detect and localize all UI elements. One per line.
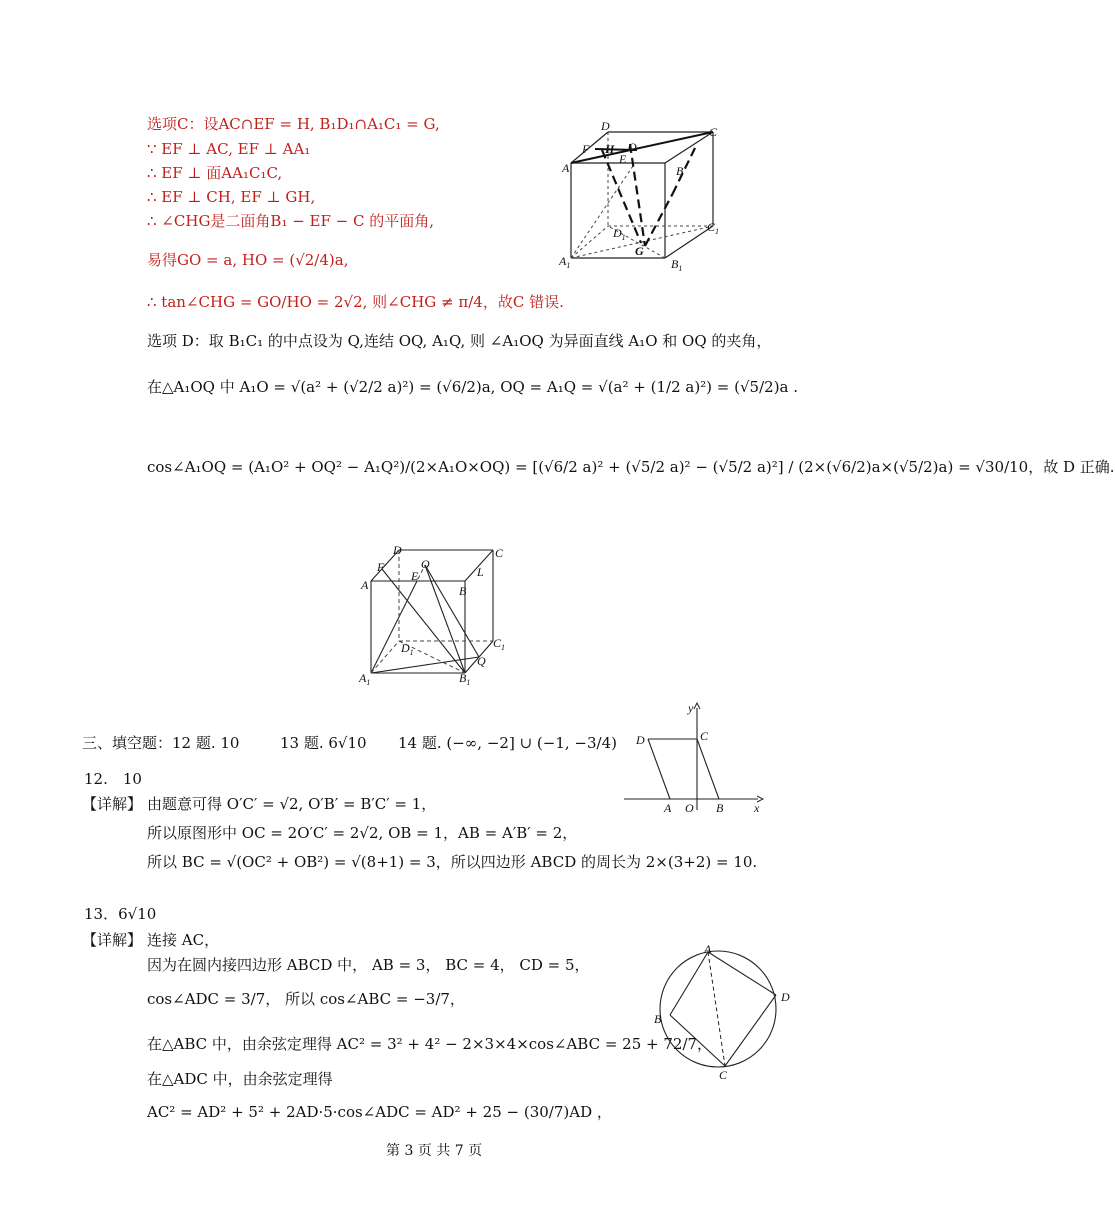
q13-title: 13．6√10: [84, 905, 157, 923]
svg-text:B1: $B_1$: [671, 257, 683, 273]
svg-text:D1: $D_1$: [613, 226, 626, 242]
svg-text:L: L: [477, 565, 484, 579]
optionC-line-7: ∴ tan∠CHG = GO/HO = 2√2, 则∠CHG ≠ π/4，故C 错误.: [147, 293, 564, 311]
svg-text:B: B: [676, 164, 684, 178]
svg-text:F: F: [377, 560, 385, 574]
svg-text:B: B: [654, 1012, 662, 1026]
section3-answer-14: 14 题. (−∞, −2] ∪ (−1, −3/4): [398, 734, 617, 752]
svg-text:O: O: [421, 557, 430, 571]
svg-text:F: F: [582, 142, 590, 156]
svg-text:E: E: [411, 569, 419, 583]
trapezoid-axes-figure: [620, 700, 770, 820]
svg-text:D1: $D_1$: [401, 641, 414, 657]
svg-text:B1: $B_1$: [459, 671, 471, 687]
svg-text:A: A: [704, 942, 712, 956]
q13-line-1: 连接 AC，: [147, 931, 220, 949]
section3-answer-13: 13 题. 6√10: [280, 734, 367, 752]
svg-text:y: y: [688, 701, 694, 715]
q13-detail-tag: 【详解】: [82, 931, 143, 949]
svg-text:Q: Q: [477, 654, 486, 668]
optionC-line-5: ∴ ∠CHG是二面角B₁ − EF − C 的平面角,: [147, 212, 435, 230]
circle-quadrilateral-figure: [648, 942, 798, 1082]
cube-figure-2: [355, 543, 525, 688]
svg-text:A1: $A_1$: [559, 254, 571, 270]
optionC-line-1: 选项C：设AC∩EF = H, B₁D₁∩A₁C₁ = G,: [147, 115, 440, 133]
svg-text:O: O: [685, 801, 694, 815]
svg-text:C1: $C_1$: [493, 636, 506, 652]
svg-text:A: A: [562, 161, 570, 175]
svg-text:C: C: [719, 1068, 728, 1082]
q12-line-3: 所以 BC = √(OC² + OB²) = √(8+1) = 3，所以四边形 ABCD 的周长为 2×(3+2) = 10.: [147, 853, 758, 871]
section3-header: 三、填空题：12 题. 10: [82, 734, 240, 752]
svg-text:C1: $C_1$: [707, 220, 720, 236]
q12-line-1: 由题意可得 O′C′ = √2, O′B′ = B′C′ = 1，: [147, 795, 437, 813]
q12-detail-tag: 【详解】: [82, 795, 143, 813]
svg-text:E: E: [619, 152, 627, 166]
q13-line-4: 在△ABC 中，由余弦定理得 AC² = 3² + 4² − 2×3×4×cos∠ABC = 25 + 72/7，: [147, 1035, 713, 1053]
cube-figure-1: [555, 118, 735, 278]
optionD-cosine: cos∠A₁OQ = (A₁O² + OQ² − A₁Q²)/(2×A₁O×OQ) = [(√6/2 a)² + (√5/2 a)² − (√5/2 a)²] / (2×(√6/2)a×(√5/2)a) = √30/10，故 D 正确.: [147, 458, 1115, 476]
optionD-intro: 选项 D：取 B₁C₁ 的中点设为 Q,连结 OQ, A₁Q, 则 ∠A₁OQ 为异面直线 A₁O 和 OQ 的夹角，: [147, 332, 772, 350]
svg-text:C: C: [700, 729, 709, 743]
svg-text:G: G: [635, 244, 644, 258]
svg-text:D: D: [636, 733, 645, 747]
svg-text:x: x: [754, 801, 760, 815]
svg-text:A1: $A_1$: [359, 671, 371, 687]
page-footer: 第 3 页 共 7 页: [386, 1143, 483, 1159]
svg-text:D: D: [393, 543, 402, 557]
svg-text:H: H: [605, 142, 615, 156]
q13-line-6: AC² = AD² + 5² + 2AD·5·cos∠ADC = AD² + 25 − (30/7)AD ，: [147, 1103, 612, 1121]
svg-text:A: A: [664, 801, 672, 815]
optionD-lengths: 在△A₁OQ 中 A₁O = √(a² + (√2/2 a)²) = (√6/2)a, OQ = A₁Q = √(a² + (1/2 a)²) = (√5/2)a .: [147, 378, 799, 396]
q13-line-3: cos∠ADC = 3/7， 所以 cos∠ABC = −3/7，: [147, 990, 465, 1008]
svg-text:B: B: [716, 801, 724, 815]
q12-title: 12. 10: [84, 770, 142, 788]
optionC-line-2: ∵ EF ⊥ AC, EF ⊥ AA₁: [147, 140, 311, 158]
optionC-line-6: 易得GO = a, HO = (√2/4)a,: [147, 251, 349, 269]
q13-line-2: 因为在圆内接四边形 ABCD 中， AB = 3， BC = 4， CD = 5，: [147, 956, 590, 974]
optionC-line-4: ∴ EF ⊥ CH, EF ⊥ GH,: [147, 188, 316, 206]
optionC-line-3: ∴ EF ⊥ 面AA₁C₁C,: [147, 164, 283, 182]
svg-text:A: A: [361, 578, 369, 592]
svg-text:O: O: [628, 140, 637, 154]
q12-line-2: 所以原图形中 OC = 2O′C′ = 2√2, OB = 1，AB = A′B′ = 2，: [147, 824, 578, 842]
svg-text:C: C: [495, 546, 504, 560]
svg-text:B: B: [459, 584, 467, 598]
svg-text:C: C: [709, 125, 718, 139]
svg-text:D: D: [601, 119, 610, 133]
q13-line-5: 在△ADC 中，由余弦定理得: [147, 1070, 333, 1088]
svg-text:D: D: [781, 990, 790, 1004]
